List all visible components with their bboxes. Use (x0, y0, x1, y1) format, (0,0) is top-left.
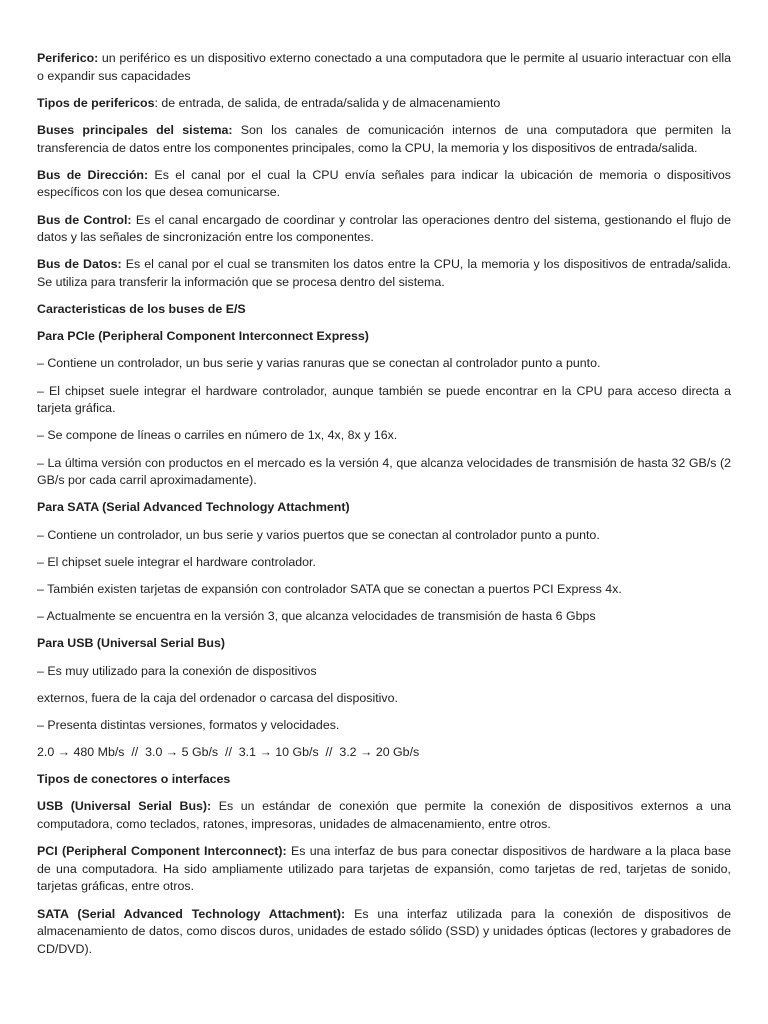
bullet-text: – La última versión con productos en el mercado es la versión 4, que alcanza velocidades de transmisión de hasta 32 GB/s (2 GB/s por cada carril aproximadamente). (37, 455, 731, 488)
term-label: Tipos de perifericos (37, 95, 155, 110)
speed-text: 2.0 → 480 Mb/s // 3.0 → 5 Gb/s // 3.1 → 10 Gb/s // 3.2 → 20 Gb/s (37, 745, 420, 760)
subheading-pcie (37, 328, 731, 346)
heading-text: Tipos de conectores o interfaces (37, 772, 231, 787)
bullet-pcie-4 (37, 455, 731, 490)
definition-text: : de entrada, de salida, de entrada/salida y de almacenamiento (154, 95, 501, 110)
definition-text: Son los canales de comunicación internos de una computadora que permiten la transferencia de datos entre los componentes principales, como la CPU, la memoria y los dispositivos de entrada/salida. (37, 122, 731, 155)
subheading-sata (37, 499, 731, 517)
bullet-sata-3 (37, 581, 731, 599)
section-heading-conectores (37, 771, 731, 789)
term-label: SATA (Serial Advanced Technology Attachment): (37, 906, 346, 921)
bullet-usb-1 (37, 663, 731, 681)
definition-sata (37, 906, 731, 959)
definition-bus-direccion (37, 167, 731, 202)
bullet-text: – Contiene un controlador, un bus serie y varias ranuras que se conectan al controlador punto a punto. (37, 356, 601, 371)
definition-bus-control (37, 212, 731, 247)
term-label: Bus de Datos: (37, 257, 122, 272)
term-label: Buses principales del sistema: (37, 122, 233, 137)
definition-text: un periférico es un dispositivo externo conectado a una computadora que le permite al usuario interactuar con ella o expandir sus capacidades (37, 51, 731, 83)
definition-pci (37, 843, 731, 896)
bullet-usb-1-continued (37, 690, 731, 708)
definition-text: Es un estándar de conexión que permite la conexión de dispositivos externos a una computadora, como teclados, ratones, impresoras, unidades de almacenamiento, entre otros. (37, 799, 731, 832)
term-label: Bus de Control: (37, 212, 132, 227)
bullet-text: – El chipset suele integrar el hardware controlador, aunque también se puede encontrar en la CPU para acceso directa a tarjeta gráfica. (37, 383, 731, 416)
bullet-text: – Actualmente se encuentra en la versión 3, que alcanza velocidades de transmisión de hasta 6 Gbps (37, 609, 596, 624)
term-label: Bus de Dirección: (37, 167, 149, 182)
heading-text: Para PCIe (Peripheral Component Interconnect Express) (37, 329, 369, 344)
definition-usb (37, 798, 731, 833)
bullet-sata-1 (37, 527, 731, 545)
bullet-text: externos, fuera de la caja del ordenador o carcasa del dispositivo. (37, 690, 398, 705)
bullet-text: – También existen tarjetas de expansión con controlador SATA que se conectan a puertos PCI Express 4x. (37, 581, 622, 596)
definition-periferico (37, 50, 731, 85)
usb-speed-versions (37, 744, 731, 762)
bullet-sata-2 (37, 554, 731, 572)
bullet-usb-2 (37, 717, 731, 735)
heading-text: Caracteristicas de los buses de E/S (37, 302, 246, 317)
bullet-text: – El chipset suele integrar el hardware controlador. (37, 554, 316, 569)
bullet-sata-4 (37, 608, 731, 626)
bullet-text: – Se compone de líneas o carriles en número de 1x, 4x, 8x y 16x. (37, 428, 398, 443)
definition-text: Es una interfaz utilizada para la conexión de dispositivos de almacenamiento de datos, como discos duros, unidades de estado sólido (SSD) y unidades ópticas (lectores y grabadores de CD/DVD). (37, 906, 731, 956)
definition-buses-principales (37, 122, 731, 157)
definition-bus-datos (37, 256, 731, 291)
bullet-text: – Es muy utilizado para la conexión de dispositivos (37, 663, 317, 678)
heading-text: Para USB (Universal Serial Bus) (37, 636, 226, 651)
bullet-text: – Presenta distintas versiones, formatos y velocidades. (37, 717, 340, 732)
bullet-pcie-1 (37, 355, 731, 373)
bullet-pcie-3 (37, 427, 731, 445)
section-heading-caracteristicas (37, 301, 731, 319)
definition-text: Es una interfaz de bus para conectar dispositivos de hardware a la placa base de una computadora. Ha sido ampliamente utilizado para tarjetas de expansión, como tarjetas de red, tarjetas de sonido, tarjetas gráficas, entre otros. (37, 844, 731, 894)
definition-text: Es el canal por el cual la CPU envía señales para indicar la ubicación de memoria o dispositivos específicos con los que desea comunicarse. (37, 167, 731, 200)
definition-text: Es el canal por el cual se transmiten los datos entre la CPU, la memoria y los dispositivos de entrada/salida. Se utiliza para transferir la información que se procesa dentro del sistema. (37, 257, 731, 289)
term-label: Periferico: (37, 51, 99, 65)
definition-tipos-perifericos (37, 95, 731, 113)
term-label: PCI (Peripheral Component Interconnect): (37, 844, 287, 859)
heading-text: Para SATA (Serial Advanced Technology Attachment) (37, 500, 350, 515)
bullet-pcie-2 (37, 383, 731, 418)
subheading-usb (37, 635, 731, 653)
bullet-text: – Contiene un controlador, un bus serie y varios puertos que se conectan al controlador punto a punto. (37, 527, 600, 542)
definition-text: Es el canal encargado de coordinar y controlar las operaciones dentro del sistema, gestionando el flujo de datos y las señales de sincronización entre los componentes. (37, 212, 731, 245)
term-label: USB (Universal Serial Bus): (37, 799, 212, 814)
